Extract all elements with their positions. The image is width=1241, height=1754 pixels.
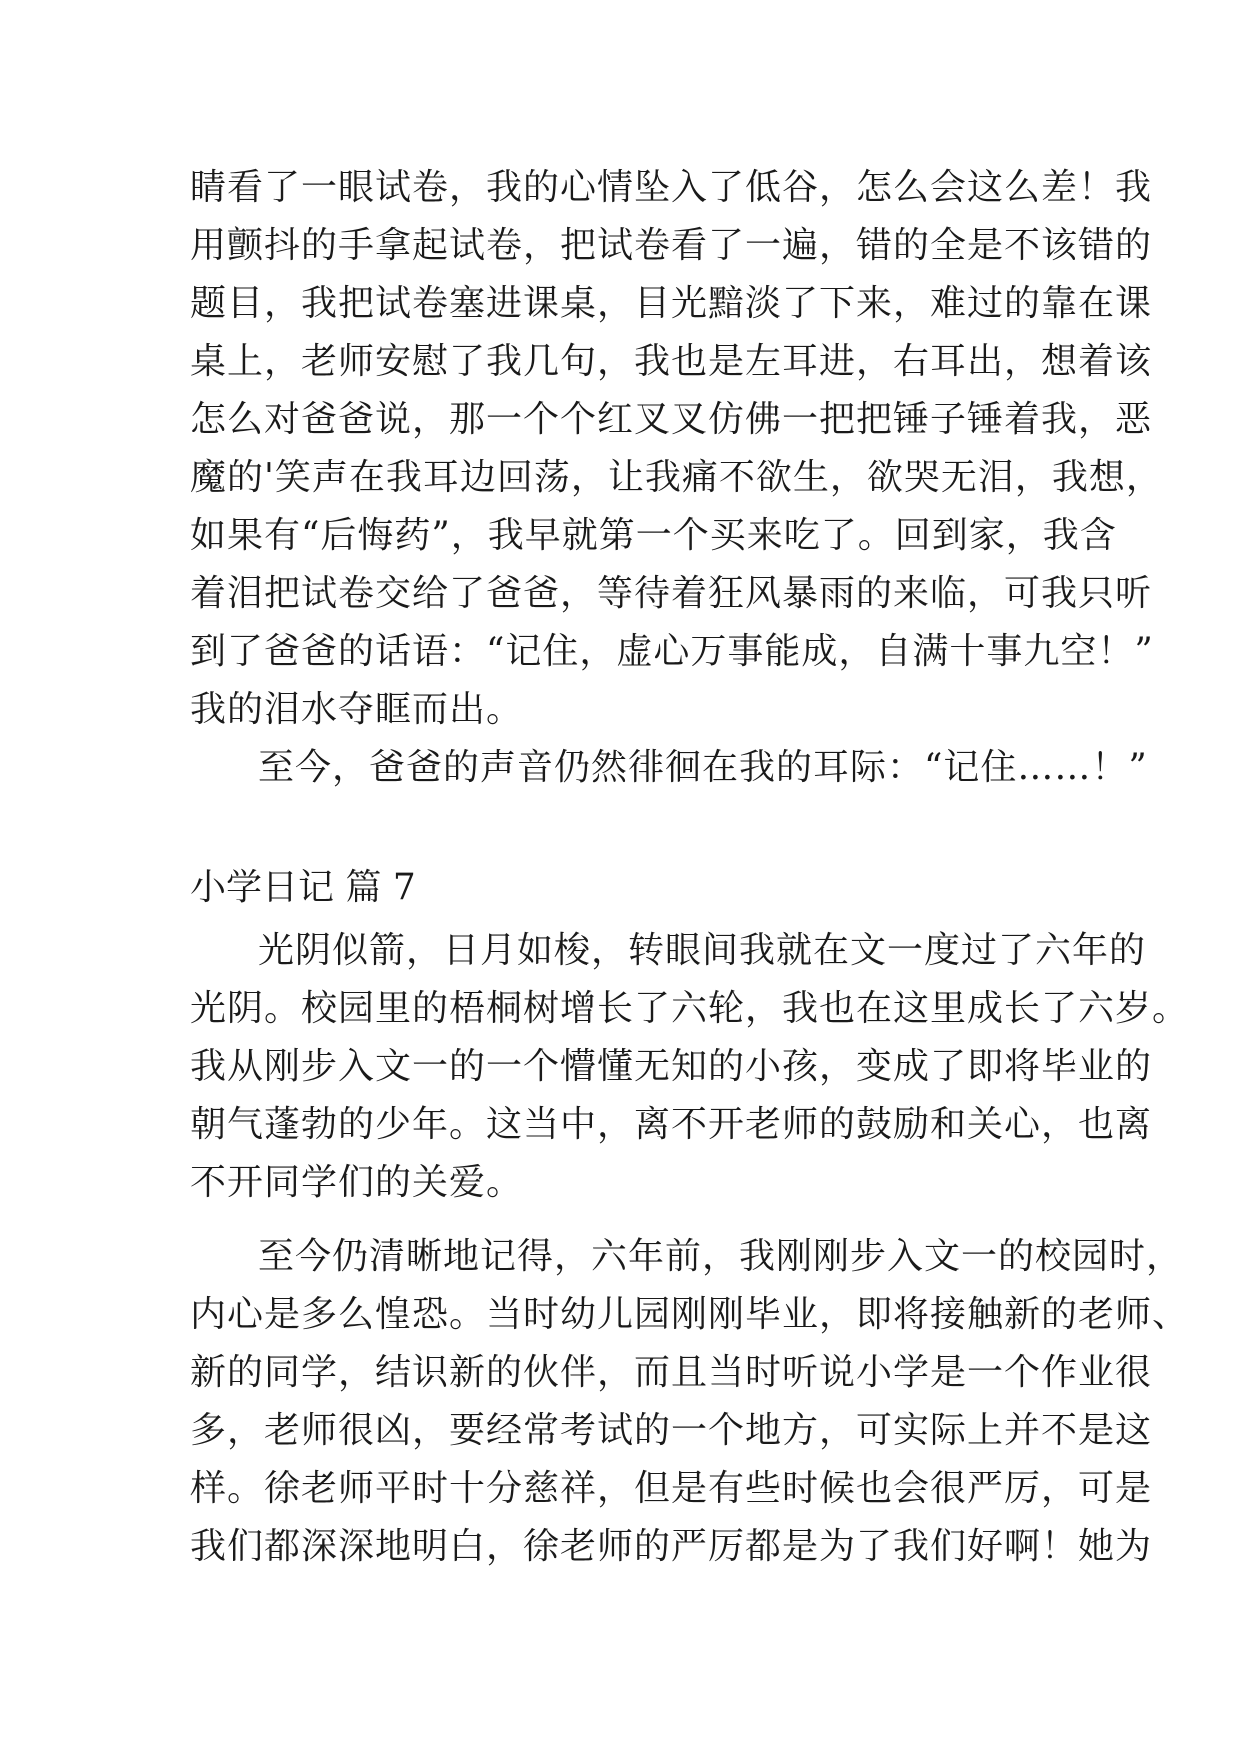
paragraph-line: 至今仍清晰地记得，六年前，我刚刚步入文一的校园时， [258,1236,1184,1277]
paragraph-line: 到了爸爸的话语：“记住，虚心万事能成，自满十事九空！” [190,631,1154,672]
paragraph-line: 光阴。校园里的梧桐树增长了六轮，我也在这里成长了六岁。 [190,988,1190,1029]
paragraph-line: 我们都深深地明白，徐老师的严厉都是为了我们好啊！她为 [190,1526,1153,1567]
paragraph-line: 朝气蓬勃的少年。这当中，离不开老师的鼓励和关心，也离 [190,1104,1153,1145]
paragraph-line: 题目，我把试卷塞进课桌，目光黯淡了下来，难过的靠在课 [190,283,1153,324]
paragraph-line: 桌上，老师安慰了我几句，我也是左耳进，右耳出，想着该 [190,341,1153,382]
paragraph-line: 样。徐老师平时十分慈祥，但是有些时候也会很严厉，可是 [190,1468,1153,1509]
paragraph-line: 光阴似箭，日月如梭，转眼间我就在文一度过了六年的 [258,930,1147,971]
paragraph-line: 至今，爸爸的声音仍然徘徊在我的耳际：“记住……！” [258,747,1148,788]
paragraph-line: 怎么对爸爸说，那一个个红叉叉仿佛一把把锤子锤着我，恶 [190,399,1153,440]
paragraph-line: 新的同学，结识新的伙伴，而且当时听说小学是一个作业很 [190,1352,1153,1393]
section-heading: 小学日记 篇 7 [190,867,416,908]
paragraph-line: 不开同学们的关爱。 [190,1162,524,1203]
paragraph-line: 魔的'笑声在我耳边回荡，让我痛不欲生，欲哭无泪，我想， [190,457,1163,498]
paragraph-line: 多，老师很凶，要经常考试的一个地方，可实际上并不是这 [190,1410,1153,1451]
paragraph-line: 睛看了一眼试卷，我的心情坠入了低谷，怎么会这么差！我 [190,167,1153,208]
paragraph-line: 如果有“后悔药”，我早就第一个买来吃了。回到家，我含 [190,515,1117,556]
paragraph-line: 我的泪水夺眶而出。 [190,689,524,730]
paragraph-line: 用颤抖的手拿起试卷，把试卷看了一遍，错的全是不该错的 [190,225,1153,266]
paragraph-line: 着泪把试卷交给了爸爸，等待着狂风暴雨的来临，可我只听 [190,573,1153,614]
paragraph-line: 我从刚步入文一的一个懵懂无知的小孩，变成了即将毕业的 [190,1046,1153,1087]
paragraph-line: 内心是多么惶恐。当时幼儿园刚刚毕业，即将接触新的老师、 [190,1294,1190,1335]
